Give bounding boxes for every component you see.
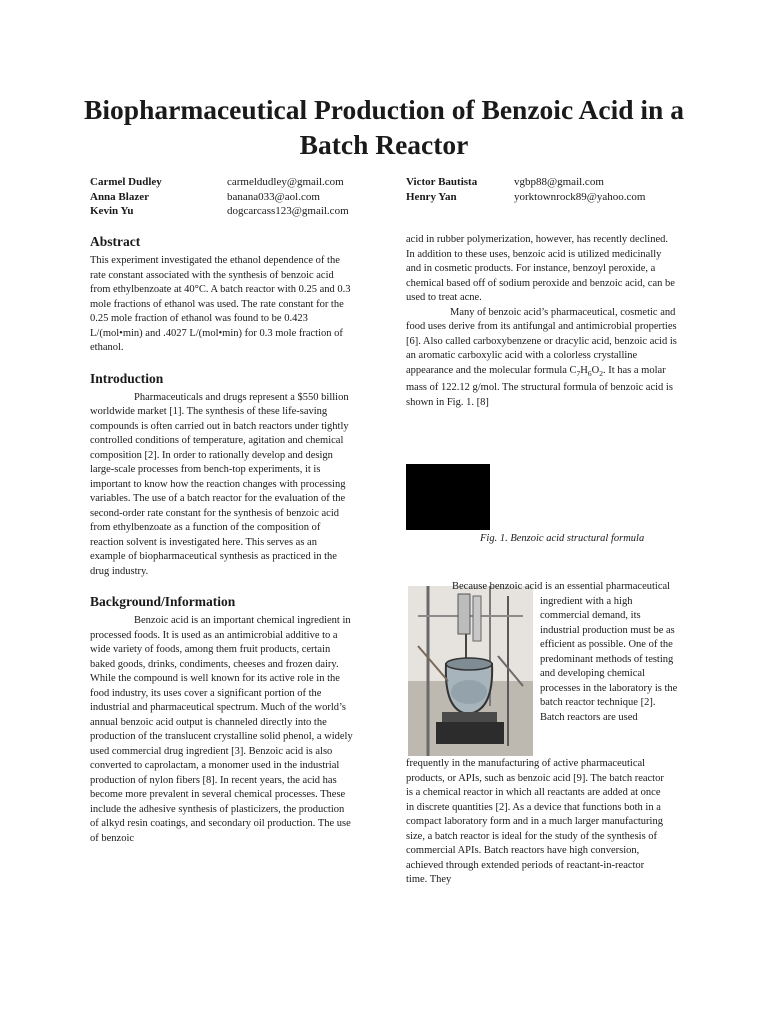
author-name: Victor Bautista [406,176,478,188]
author-email: vgbp88@gmail.com [514,176,604,188]
wrap-text-beside-photo [452,580,680,725]
batch-reactor-photo [408,586,533,756]
abstract-heading: Abstract [90,234,141,249]
author-email: dogcarcass123@gmail.com [227,205,349,217]
author-email: banana033@aol.com [227,190,320,203]
author-email: yorktownrock89@yahoo.com [514,190,646,203]
left-column [90,233,354,846]
right-column [406,233,678,410]
background-heading: Background/Information [90,594,236,609]
continuation-text [406,757,666,888]
author-name: Henry Yan [406,190,457,203]
abstract-text: This experiment investigated the ethanol dependence of the rate constant associated with the synthesis of benzoic acid from ethylbenzoate at 40°C. A batch reactor with 0.25 and 0.3 mole fractions of ethanol was used. The rate constant for the 0.25 mole fraction of ethanol was found to be 0.423 L/(mol•min) and .4027 L/(mol•min) for 0.3 mole fraction of ethanol. [90,255,351,353]
continuation-paragraph: frequently in the manufacturing of active pharmaceutical products, or APIs, such as benzoic acid [9]. The batch reactor is a chemical reactor in which all reactants are added at once in discrete quantities [2]. As a device that functions both in a compact laboratory form and in a much larger manufacturing size, a batch reactor is ideal for the study of the synthesis of commercial APIs. Batch reactors have high conversion, achieved through extended periods of reactant-in-reactor time. They [406,758,664,885]
author-name: Anna Blazer [90,190,149,203]
figure-caption: Fig. 1. Benzoic acid structural formula [480,533,645,544]
right-paragraph-1: acid in rubber polymerization, however, has recently declined. In addition to these uses, benzoic acid is utilized medicinally and in cosmetic products. For instance, benzoyl peroxide, a chemical based off of sodium peroxide and benzoic acid, can be used to treat acne. [406,234,675,303]
introduction-heading: Introduction [90,370,164,386]
author-name: Kevin Yu [90,205,134,217]
benzoic-acid-structure-figure [406,464,490,530]
right-paragraph-2: Many of benzoic acid’s pharmaceutical, cosmetic and food uses derive from its antifungal and antimicrobial properties [6]. Also called carboxybenzene or dracylic acid, benzoic acid is an aromatic carboxylic acid with a colorless crystalline appearance and the molecular formula $C_7H_6O_2$. It has a molar mass of 122.12 g/mol. The structural formula of benzoic acid is shown in Fig. 1. [8] [406,306,677,408]
author-name: Carmel Dudley [90,176,162,188]
wrap-paragraph: Because benzoic acid is an essential pharmaceutical ingredient with a high commercial demand, its industrial production must be as efficient as possible. One of the predominant methods of testing and developing chemical processes in the laboratory is the batch reactor technique [2]. Batch reactors are used [452,581,678,723]
paper-title: Biopharmaceutical Production of Benzoic Acid in a Batch Reactor [84,94,684,160]
introduction-text: Pharmaceuticals and drugs represent a $550 billion worldwide market [1]. The synthesis of these life-saving compounds is often carried out in batch reactors under tightly controlled conditions of temperature, agitation and chemical composition [2]. In order to rationally develop and design large-scale processes from bench-top experiments, it is important to know how the reaction changes with processing variables. The use of a batch reactor for the evaluation of the second-order rate constant for the synthesis of benzoic acid from ethylbenzoate as a function of the composition of reaction solvent is investigated here. This serves as an example of biopharmaceutical synthesis as practiced in the drug industry. [90,391,349,577]
author-email: carmeldudley@gmail.com [227,176,344,188]
background-text: Benzoic acid is an important chemical ingredient in processed foods. It is used as an antimicrobial additive to a wide variety of foods, among them fruit products, certain baked goods, drinks, condiments, cheeses and frozen dairy. While the compound is well known for its active role in the food industry, its uses cover a significant portion of the industrial and pharmaceutical spectrum. Much of the world’s annual benzoic acid output is channeled directly into the production of the translucent crystalline solid phenol, a widely used commercial drug ingredient [3]. Benzoic acid is also converted to caprolactam, a monomer used in the industrial production of nylon fibers [8]. In recent years, the acid has become more prevalent in several chemical processes. These include the adhesive synthesis of plasticizers, the production of alkyd resin coatings, and secondary oil production. The use of benzoic [90,615,353,844]
